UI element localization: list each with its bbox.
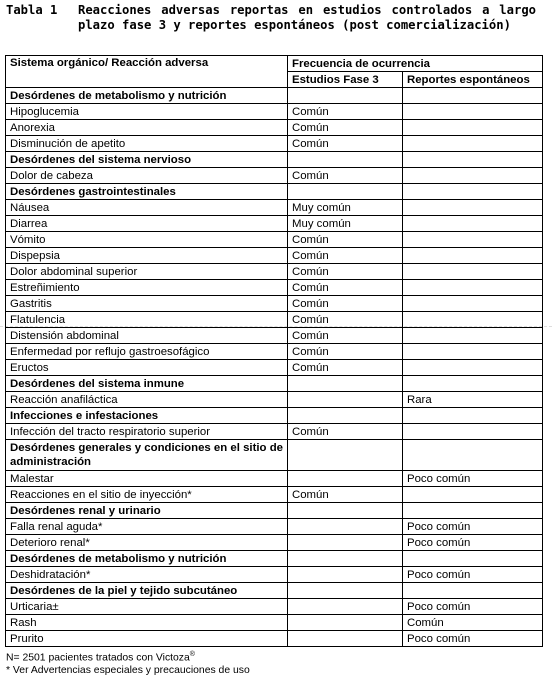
reaction-name: Malestar [6, 471, 288, 487]
phase3-frequency: Común [288, 328, 403, 344]
spontaneous-frequency [403, 136, 543, 152]
reaction-row [6, 328, 543, 344]
reaction-row [6, 232, 543, 248]
spontaneous-frequency [403, 344, 543, 360]
phase3-frequency: Común [288, 487, 403, 503]
reaction-row [6, 120, 543, 136]
reaction-row [6, 344, 543, 360]
col-header-frequency: Frecuencia de ocurrencia [288, 56, 543, 72]
spontaneous-frequency: Común [403, 615, 543, 631]
reaction-name: Dolor de cabeza [6, 168, 288, 184]
section-row [6, 152, 543, 168]
empty-cell [288, 551, 403, 567]
empty-cell [288, 88, 403, 104]
section-row [6, 88, 543, 104]
reaction-row [6, 280, 543, 296]
reaction-name: Infección del tracto respiratorio superior [6, 424, 288, 440]
reaction-name: Enfermedad por reflujo gastroesofágico [6, 344, 288, 360]
phase3-frequency: Común [288, 296, 403, 312]
section-row [6, 440, 543, 471]
empty-cell [288, 184, 403, 200]
reaction-row [6, 424, 543, 440]
section-row [6, 376, 543, 392]
section-row [6, 583, 543, 599]
spontaneous-frequency [403, 232, 543, 248]
note-warnings: * Ver Advertencias especiales y precauciones de uso [6, 665, 250, 677]
reaction-row [6, 567, 543, 583]
section-row [6, 503, 543, 519]
reaction-row [6, 136, 543, 152]
section-title: Desórdenes del sistema nervioso [6, 152, 288, 168]
empty-cell [288, 583, 403, 599]
reaction-name: Urticaria± [6, 599, 288, 615]
empty-cell [403, 408, 543, 424]
section-title: Desórdenes del sistema inmune [6, 376, 288, 392]
reaction-row [6, 248, 543, 264]
reaction-name: Prurito [6, 631, 288, 647]
section-title: Desórdenes de metabolismo y nutrición [6, 88, 288, 104]
empty-cell [403, 551, 543, 567]
spontaneous-frequency [403, 200, 543, 216]
spontaneous-frequency [403, 280, 543, 296]
reaction-name: Falla renal aguda* [6, 519, 288, 535]
empty-cell [403, 440, 543, 471]
reaction-row [6, 392, 543, 408]
spontaneous-frequency [403, 264, 543, 280]
section-title: Infecciones e infestaciones [6, 408, 288, 424]
spontaneous-frequency [403, 216, 543, 232]
phase3-frequency: Común [288, 264, 403, 280]
empty-cell [288, 152, 403, 168]
spontaneous-frequency [403, 487, 543, 503]
section-row [6, 184, 543, 200]
table-notes [6, 648, 250, 677]
spontaneous-frequency: Poco común [403, 519, 543, 535]
section-title: Desórdenes gastrointestinales [6, 184, 288, 200]
spontaneous-frequency [403, 104, 543, 120]
phase3-frequency: Común [288, 280, 403, 296]
phase3-frequency: Común [288, 120, 403, 136]
phase3-frequency [288, 631, 403, 647]
col-header-system: Sistema orgánico/ Reacción adversa [6, 56, 288, 88]
spontaneous-frequency [403, 168, 543, 184]
spontaneous-frequency [403, 360, 543, 376]
empty-cell [403, 184, 543, 200]
reaction-name: Náusea [6, 200, 288, 216]
phase3-frequency [288, 567, 403, 583]
spontaneous-frequency [403, 120, 543, 136]
reaction-row [6, 487, 543, 503]
empty-cell [288, 408, 403, 424]
reaction-name: Deterioro renal* [6, 535, 288, 551]
reaction-row [6, 471, 543, 487]
spontaneous-frequency: Poco común [403, 535, 543, 551]
reaction-name: Diarrea [6, 216, 288, 232]
reaction-name: Dispepsia [6, 248, 288, 264]
section-title: Desórdenes generales y condiciones en el sitio de administración [6, 440, 288, 471]
table-title: Reacciones adversas reportas en estudios controlados a largo plazo fase 3 y reportes espontáneos (post comercialización) [78, 3, 536, 32]
reaction-row [6, 615, 543, 631]
reaction-name: Eructos [6, 360, 288, 376]
section-title: Desórdenes de metabolismo y nutrición [6, 551, 288, 567]
empty-cell [403, 503, 543, 519]
reaction-row [6, 104, 543, 120]
phase3-frequency [288, 471, 403, 487]
empty-cell [403, 376, 543, 392]
reaction-name: Vómito [6, 232, 288, 248]
reaction-row [6, 312, 543, 328]
reaction-name: Deshidratación* [6, 567, 288, 583]
empty-cell [288, 440, 403, 471]
spontaneous-frequency [403, 248, 543, 264]
phase3-frequency: Común [288, 360, 403, 376]
reaction-row [6, 296, 543, 312]
phase3-frequency: Común [288, 248, 403, 264]
table-number: Tabla 1 [6, 3, 58, 17]
reaction-row [6, 168, 543, 184]
reaction-row [6, 519, 543, 535]
reaction-row [6, 535, 543, 551]
reaction-name: Estreñimiento [6, 280, 288, 296]
spontaneous-frequency: Poco común [403, 631, 543, 647]
phase3-frequency [288, 599, 403, 615]
table-caption [6, 3, 536, 33]
col-header-phase3: Estudios Fase 3 [288, 72, 403, 88]
reaction-name: Dolor abdominal superior [6, 264, 288, 280]
phase3-frequency [288, 615, 403, 631]
spontaneous-frequency: Poco común [403, 567, 543, 583]
reaction-name: Flatulencia [6, 312, 288, 328]
reaction-row [6, 264, 543, 280]
reaction-row [6, 360, 543, 376]
reaction-row [6, 216, 543, 232]
phase3-frequency: Común [288, 232, 403, 248]
phase3-frequency [288, 535, 403, 551]
spontaneous-frequency [403, 424, 543, 440]
reaction-name: Distensión abdominal [6, 328, 288, 344]
section-row [6, 408, 543, 424]
reaction-name: Anorexia [6, 120, 288, 136]
phase3-frequency: Común [288, 168, 403, 184]
reaction-row [6, 200, 543, 216]
section-title: Desórdenes renal y urinario [6, 503, 288, 519]
phase3-frequency: Muy común [288, 200, 403, 216]
phase3-frequency: Común [288, 312, 403, 328]
reaction-name: Reacción anafiláctica [6, 392, 288, 408]
reaction-name: Reacciones en el sitio de inyección* [6, 487, 288, 503]
phase3-frequency: Común [288, 344, 403, 360]
spontaneous-frequency [403, 296, 543, 312]
header-row-1 [6, 56, 543, 72]
reaction-name: Gastritis [6, 296, 288, 312]
reaction-name: Rash [6, 615, 288, 631]
empty-cell [288, 376, 403, 392]
phase3-frequency [288, 519, 403, 535]
phase3-frequency: Muy común [288, 216, 403, 232]
empty-cell [288, 503, 403, 519]
empty-cell [403, 152, 543, 168]
adverse-reactions-table [5, 55, 543, 647]
empty-cell [403, 583, 543, 599]
reaction-name: Hipoglucemia [6, 104, 288, 120]
reaction-name: Disminución de apetito [6, 136, 288, 152]
phase3-frequency: Común [288, 424, 403, 440]
spontaneous-frequency [403, 312, 543, 328]
reaction-row [6, 599, 543, 615]
phase3-frequency [288, 392, 403, 408]
col-header-spontaneous: Reportes espontáneos [403, 72, 543, 88]
section-title: Desórdenes de la piel y tejido subcutáneo [6, 583, 288, 599]
spontaneous-frequency [403, 328, 543, 344]
phase3-frequency: Común [288, 104, 403, 120]
spontaneous-frequency: Rara [403, 392, 543, 408]
spontaneous-frequency: Poco común [403, 599, 543, 615]
empty-cell [403, 88, 543, 104]
reaction-row [6, 631, 543, 647]
spontaneous-frequency: Poco común [403, 471, 543, 487]
section-row [6, 551, 543, 567]
phase3-frequency: Común [288, 136, 403, 152]
note-patients: N= 2501 pacientes tratados con Victoza® [6, 651, 195, 664]
